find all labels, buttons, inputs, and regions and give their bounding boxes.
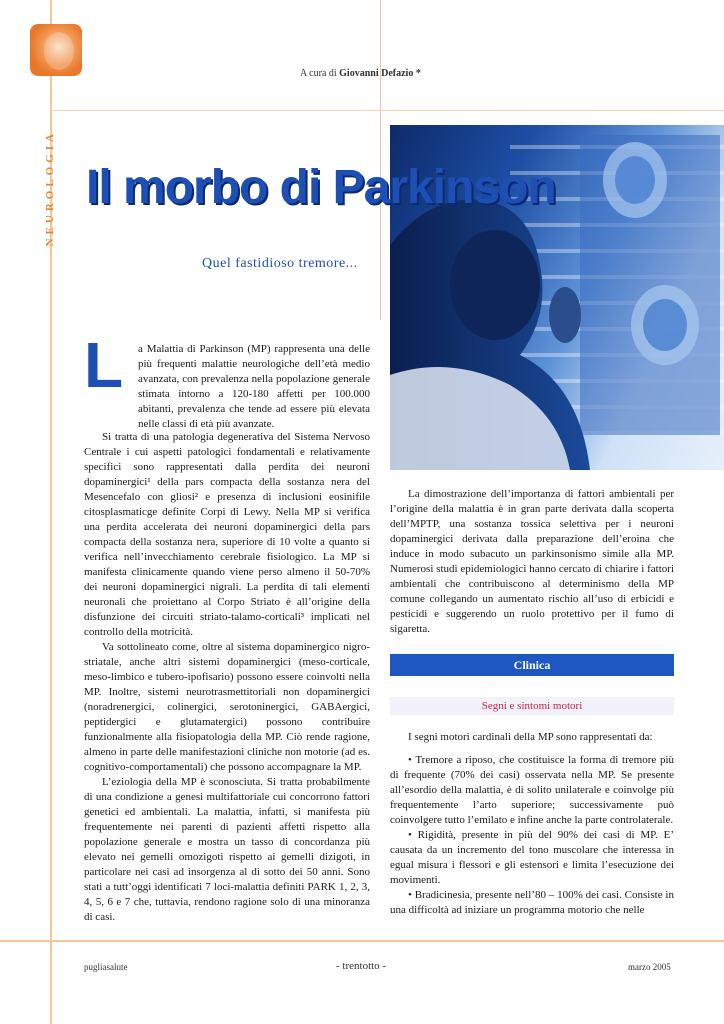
paragraph-1: a Malattia di Parkinson (MP) rappresenta una delle più frequenti malattie neurologiche dell’età medio avanzata, con prevalenza nella popolazione generale stimata intorno a 120-180 affetti per 100.000 abitanti, prevalenza che tende ad essere più elevata nelle classi di età più avanzate.	[138, 343, 370, 430]
col1-lead	[138, 342, 370, 432]
paragraph-3: Va sottolineato come, oltre al sistema dopaminergico nigro-striatale, anche altri sistemi dopaminergici (meso-corticale, meso-limbico e tubero-ipofisario) possono essere coinvolti nella MP. Inoltre, sistemi neurotrasmettitoriali non dopaminergici (noradrenergici, colinergici, serotoninergici, GABAergici, peptidergici e glutamatergici) possono contribuire funzionalmente alla fisiopatologia della MP. Ciò rende ragione, almeno in parte delle manifestazioni cliniche non motorie (ad es. cognitivo-comportamentali) che possono accompagnare la MP.	[84, 641, 370, 773]
footer-date: marzo 2005	[628, 962, 671, 972]
author-credit	[300, 68, 421, 79]
author-avatar	[30, 24, 82, 76]
author-prefix: A cura di	[300, 68, 337, 79]
rigidita-item: • Rigidità, presente in più del 90% dei casi di MP. E’ causata da un incremento del tono muscolare che interessa in egual misura i flessori e gli estensori e limita l’esecuzione dei movimenti.	[390, 829, 674, 886]
clinica-heading: Clinica	[390, 654, 674, 676]
col2-intro	[390, 487, 674, 637]
col2-clinica	[390, 730, 674, 918]
article-subtitle: Quel fastidioso tremore...	[202, 256, 358, 271]
drop-cap: L	[84, 329, 124, 401]
clinica-intro: I segni motori cardinali della MP sono rappresentati da:	[408, 731, 653, 743]
segni-heading: Segni e sintomi motori	[390, 697, 674, 715]
author-name: Giovanni Defazio *	[339, 68, 421, 79]
bradicinesia-item: • Bradicinesia, presente nell’80 – 100% dei casi. Consiste in una difficoltà ad iniziare un programma motorio che nelle	[390, 889, 674, 916]
footer-publication: pugliasalute	[84, 962, 128, 972]
paragraph-2: Si tratta di una patologia degenerativa del Sistema Nervoso Centrale i cui aspetti patologici fondamentali e relativamente specifici sono rappresentati dalla perdita dei neuroni dopaminergici¹ della pars compacta della sostanza nera del Mesencefalo con gliosi² e presenza di inclusioni eosinifile citosplasmaticge definite Corpi di Lewy. Nella MP si verifica una perdita accelerata dei neuroni dopaminergici della pars compacta della sostanza nera, superiore di 10 volte a quanto si verifica nell’invecchiamento cerebrale fisiologico. La MP si manifesta clinicamente quando viene perso almeno il 50-70% dei neuroni dopaminergici nigrali. La perdita di tali elementi neuronali che proiettano al Corpo Striato è all’origine della disfunzione dei circuiti striato-talamo-corticali³ implicati nel controllo della motricità.	[84, 431, 370, 638]
paragraph-mptp: La dimostrazione dell’importanza di fattori ambientali per l’origine della malattia è in gran parte derivata dalla scoperta dell’MPTP, una sostanza tossica selettiva per i neuroni dopaminergici derivata dalla preparazione dell’eroina che induce in modo subacuto un parkinsonismo simile alla MP. Numerosi studi epidemiologici hanno cercato di chiarire i fattori ambientali che contribuiscono al determinismo della MP comune collegando un aumentato rischio all’uso di erbicidi e pesticidi e suggerendo un ruolo protettivo per il fumo di sigaretta.	[390, 488, 674, 635]
decorative-bottom-line	[0, 940, 724, 942]
paragraph-4: L’eziologia della MP è sconosciuta. Si tratta probabilmente di una condizione a genesi multifattoriale cui concorrono fattori genetici ed ambientali. La malattia, infatti, si manifesta più frequentemente nei parenti di pazienti affetti rispetto alla popolazione generale e mostra un tasso di concordanza più elevato nei gemelli omozigoti rispetto ai gemelli dizigoti, in particolare nei casi ad insorgenza al di sotto dei 50 anni. Sono stati a tutt’oggi identificati 7 loci-malattia definiti PARK 1, 2, 3, 4, 5, 6 e 7 che, tuttavia, rendono ragione solo di una minoranza di casi.	[84, 776, 370, 923]
col1-body	[84, 430, 370, 925]
article-title: Il morbo di Parkinson	[86, 161, 556, 214]
decorative-top-line	[50, 110, 724, 111]
section-label: NEUROLOGIA	[44, 130, 56, 247]
tremore-item: • Tremore a riposo, che costituisce la forma di tremore più di frequente (70% dei casi) osservata nella MP. Se presente all’esordio della malattia, è di solito unilaterale e coinvolge più frequentemente l’arto superiore; successivamente può coinvolgere tutto l’emilato e infine anche la parte controlaterale.	[390, 754, 674, 826]
footer-page-number: - trentotto -	[336, 960, 387, 972]
